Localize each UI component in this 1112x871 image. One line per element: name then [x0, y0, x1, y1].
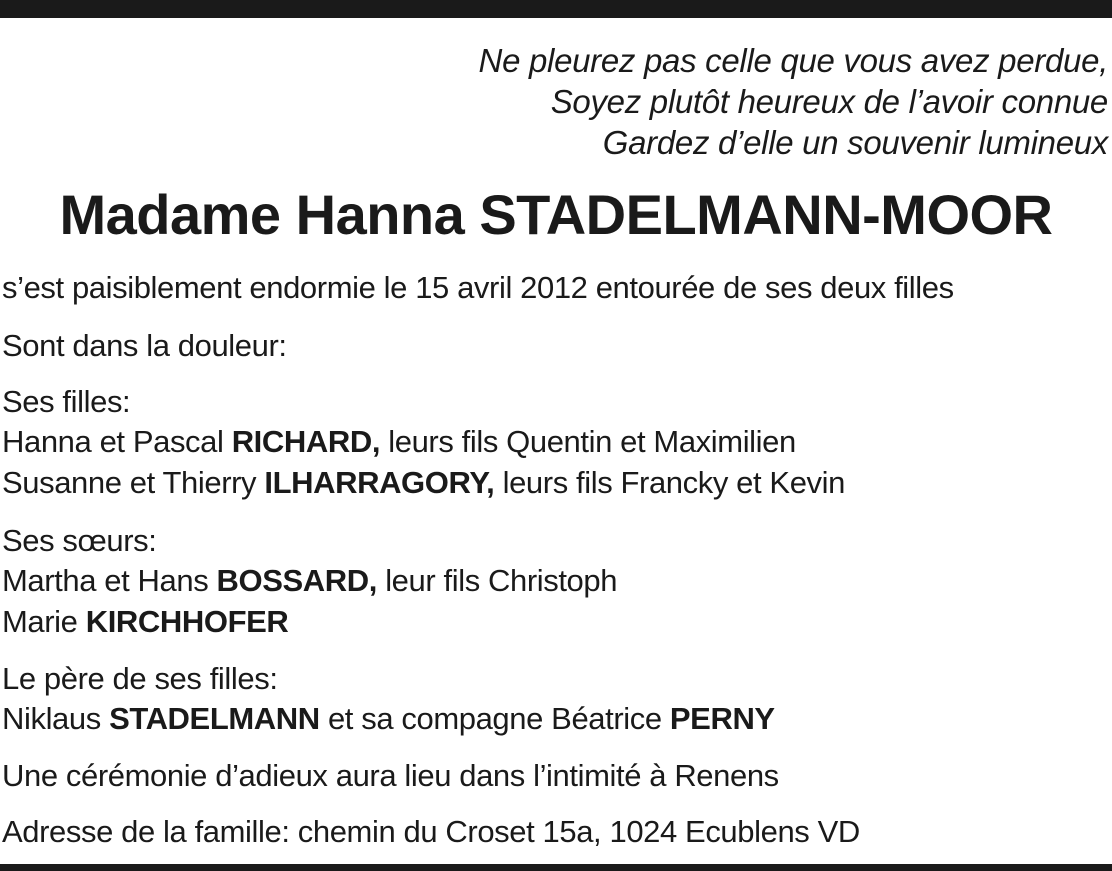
- entry-surname: KIRCHHOFER: [85, 604, 289, 639]
- address-line: Adresse de la famille: chemin du Croset 15a, 1024 Ecublens VD: [2, 814, 860, 849]
- entry-surname-2: PERNY: [669, 701, 775, 736]
- top-rule: [0, 0, 1112, 18]
- entry-after: leur fils Christoph: [376, 563, 618, 598]
- sister-entry-1: [2, 561, 617, 601]
- ceremony-line: Une cérémonie d’adieux aura lieu dans l’intimité à Renens: [2, 758, 779, 793]
- bottom-rule: [0, 864, 1112, 871]
- daughter-entry-1: [2, 422, 796, 462]
- entry-before: Niklaus: [2, 701, 110, 736]
- poem-line-1: Ne pleurez pas celle que vous avez perdue,: [478, 42, 1108, 79]
- daughters-heading: Ses filles:: [2, 384, 131, 419]
- poem-line-2: Soyez plutôt heureux de l’avoir connue: [550, 83, 1108, 120]
- entry-after: leurs fils Francky et Kevin: [494, 465, 845, 500]
- entry-after: leurs fils Quentin et Maximilien: [380, 424, 796, 459]
- poem: [479, 40, 1108, 163]
- entry-middle: et sa compagne Béatrice: [319, 701, 670, 736]
- entry-before: Susanne et Thierry: [2, 465, 265, 500]
- entry-before: Hanna et Pascal: [2, 424, 232, 459]
- mourning-intro: Sont dans la douleur:: [2, 328, 287, 363]
- passing-line: s’est paisiblement endormie le 15 avril 2012 entourée de ses deux filles: [2, 270, 954, 305]
- daughter-entry-2: [2, 463, 845, 503]
- father-heading: Le père de ses filles:: [2, 661, 278, 696]
- entry-surname: BOSSARD,: [216, 563, 377, 598]
- entry-surname: RICHARD,: [231, 424, 381, 459]
- poem-line-3: Gardez d’elle un souvenir lumineux: [602, 124, 1108, 161]
- father-entry: [2, 699, 775, 739]
- sisters-heading: Ses sœurs:: [2, 523, 157, 558]
- sister-entry-2: [2, 602, 288, 642]
- entry-surname: ILHARRAGORY,: [264, 465, 495, 500]
- deceased-name: Madame Hanna STADELMANN-MOOR: [59, 183, 1053, 246]
- entry-surname: STADELMANN: [109, 701, 320, 736]
- entry-before: Martha et Hans: [2, 563, 217, 598]
- entry-before: Marie: [2, 604, 86, 639]
